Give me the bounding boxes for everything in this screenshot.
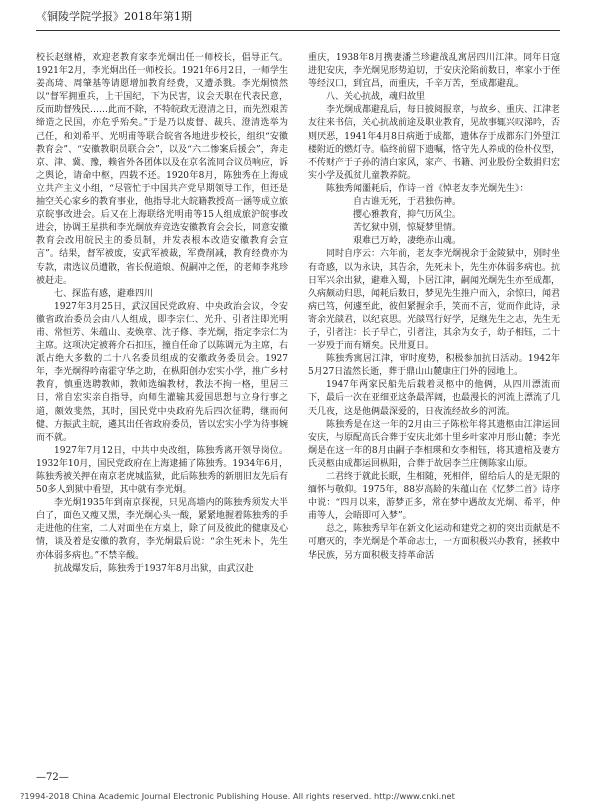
page-number: —72— xyxy=(36,772,69,783)
journal-header xyxy=(36,8,560,26)
paragraph: 重庆，1938年8月携妻潘兰珍避战乱寓居四川江津。同年日寇进犯安庆，李光炯见形势迫切，于安庆沦陷前数日，率家小于侄等经汉口，到宜昌，而重庆，千辛万苦，至成都避乱。 xyxy=(308,53,560,90)
poem-line: 苦忆狱中别，惊疑梦里情。 xyxy=(353,223,462,234)
paragraph: 李光炯1935年到南京探视，只见高墙内的陈独秀须发大半白了，面色又瘦又黑，李光炯心头一酸，紧紧地握着陈独秀的手走进他的住室，二人对面坐在方桌上，除了问及彼此的健康及心情，谈及着是安徽的教育，李光炯最后说：“余生死未卜，先生亦体弱多病也。”不禁辛酸。 xyxy=(36,498,288,561)
paragraph: 陈独秀是在这一年的2月由三子陈松年将其遗柩由江津运回安庆，与原配高氏合葬于安庆北郊十里乡叶家冲月形山麓；李光炯是在这一年的8月由嗣子李相瑛和女李相钰，将其遗棺及妻方氏灵柩由成都运回枞阳，合葬于故居李兰庄侧陈家山原。 xyxy=(308,419,560,469)
journal-title: 《铜陵学院学报》2018年第1期 xyxy=(36,10,192,23)
section-heading: 八、关心抗战，魂归故里 xyxy=(326,92,426,103)
paragraph: 1927年7月12日，中共中央改组，陈独秀离开领导岗位。1932年10月，国民党政府在上海逮捕了陈独秀。1934年6月，陈独秀被关押在南京老虎城监狱，此后陈独秀的新朋旧友先后有50多人到狱中看望，其中就有李光炯。 xyxy=(36,445,288,496)
paragraph: 陈独秀寓居江津，审时度势，积极参加抗日活动。1942年5月27日溘然长逝，葬于鼎山山麓康庄门外的园地上。 xyxy=(308,354,560,378)
paragraph: 总之，陈独秀早年在新文化运动和建党之初的突出贡献是不可磨灭的，李光炯是个革命志士，一方面积极兴办教育，拯救中华民族，另方面积极支持革命活 xyxy=(308,524,560,561)
header-divider xyxy=(36,30,560,31)
paragraph: 1947年两家民船先后载着灵柩中的他俩，从四川漂流而下，最后一次在亚细亚这条最浑阔，也最漫长的河流上漂流了几天几夜，这是他俩最深爱的，日夜流经故乡的河流。 xyxy=(308,380,560,417)
paragraph: 二君终于就此长眠，生相随，死相伴，留给后人的是无限的缅怀与敬仰。1975年，88岁高龄的朱蕴山在《忆梦二首》诗序中说：“四月以来，游梦正多，常在梦中遇故友光炯、希平，仲甫等人，会晤即可入梦”。 xyxy=(308,472,560,522)
poem-line: 自古谁无死，于君独伤神。 xyxy=(353,197,462,208)
copyright-footer: ?1994-2018 China Academic Journal Electronic Publishing House. All rights reserved. http://www.cnki.net xyxy=(20,791,455,801)
poem xyxy=(308,196,560,248)
paragraph: 李光炯成都避乱后，每日披阅报章，与故乡、重庆、江津老友往来书信，关心抗战前途及职业教育，见故事辄兴叹涕吟，否则厌恶，1941年4月8日病逝于成都，遗体存于成都东门外望江楼附近的燃灯寺。临终前留下遗嘱，恪守先人养成的俭朴仪型，不传财产于子孙的清白家风，家产、书籍、河业股份全数捐归宏实小学及孤贫儿童教养院。 xyxy=(308,105,560,181)
paragraph: 陈独秀闻噩耗后，作诗一首《悼老友李光炯先生》： xyxy=(326,183,529,194)
right-column xyxy=(308,52,560,762)
poem-line: 撄心雅教育，抑气历风尘。 xyxy=(353,210,462,221)
paragraph: 抗战爆发后，陈独秀于1937年8月出狱，由武汉赴 xyxy=(54,563,254,574)
paragraph: 1927年3月25日，武汉国民党政府、中央政治会议，令安徽省政治委员会由八人组成，即李宗仁、光升、引者注即光明甫、常恒芳、朱蕴山、麦焕章、沈子修、李光炯，指定李宗仁为主席。这项决定被蒋介石扣压，撞自任命了以陈调元为主席，右派占绝大多数的二十八名委员组成的安徽政务委员会。1927年，李光炯得吟南霍守华之助，在枞阳创办宏实小学，推广乡村教育，慎重选聘教师，教师选编教材，教法不拘一格，里居三日，常自宏实亲自指导，向师生灌输其爱国思想与立身行事之道，颇效斐然，其时，国民党中央政府先后四次征聘，继而何健、方振武主皖，遴其出任省政府委员，皆以宏实小学为待事婉而不就。 xyxy=(36,301,288,443)
section-heading: 七、探监有感，避难四川 xyxy=(54,288,154,299)
left-column xyxy=(36,52,288,762)
poem-line: 艰难已万岭，凄绝赤山魂。 xyxy=(353,236,462,247)
paragraph: 同时自序云：六年前，老友李光炯视余于金陵狱中，别时坐有奇感，以为永诀，其告余，先死未卜，先生亦体弱多病也。抗日军兴余出狱，避难入蜀，卜居江津，嗣闻光炯先生亦至成都，久病颇动归思，闻耗后数日，梦见先生推户而入，余惊曰，闻君病已笃，何遽至此，彼但紧握余手，笑而不言，觉而作此诗，录寄余光燄君，以纪哀思。光燄骂行好学，足继先生之志，先生无子，引者注：长子早亡，引者注，其余为女子，幼子相钰，二十一岁殁于而有婿矣。民卅夏日。 xyxy=(308,249,560,352)
paragraph: 校长赵继椿，欢迎老教育家李光炯出任一师校长，倡导正气。1921年2月，李光炯出任一师校长。1921年6月2日，一师学生姜高琦、周肇基等请愿增加教育经费，又遭杀戮。李光炯愤然以“督军拥重兵，上干国纪，下为民害，议会天职在代表民意，反而助督残民……此而不除，不特皖政无澄清之日，而先烈艰苦缔造之民国，亦危乎殆矣。”于是乃以废督、裁兵、澄清选举为己任，和刘希平、光明甫等联合皖省各地进步校长，组织“安徽教育会”、“安徽教职员联合会”，以及“六二惨案后援会”，奔走京、津、冀、豫，赖省外各团体以及在京名流同合议员响应，诉之舆论，请命中枢，四载不还。1920年8月，陈独秀在上海成立共产主义小组，“尽管忙于中国共产党早期领导工作，但还是抽空关心家乡的教育事业，他指导北大皖籍教授高一涵等成立旅京皖事改进会。后又在上海联络光明甫等15人组成旅沪皖事改进会，协调王星拱和李光炯放弃竞选安徽教育会会长，同意安徽教育会改用皖民主的委员制，并发表根本改造安徽教育会宣言”。结果，督军被废，安武军被裁，军费削减，教育经费亦为专款，肃选议员遭散，省长倪道烺、倪嗣冲之侄，的老师李兆珍被赶走。 xyxy=(36,53,288,286)
